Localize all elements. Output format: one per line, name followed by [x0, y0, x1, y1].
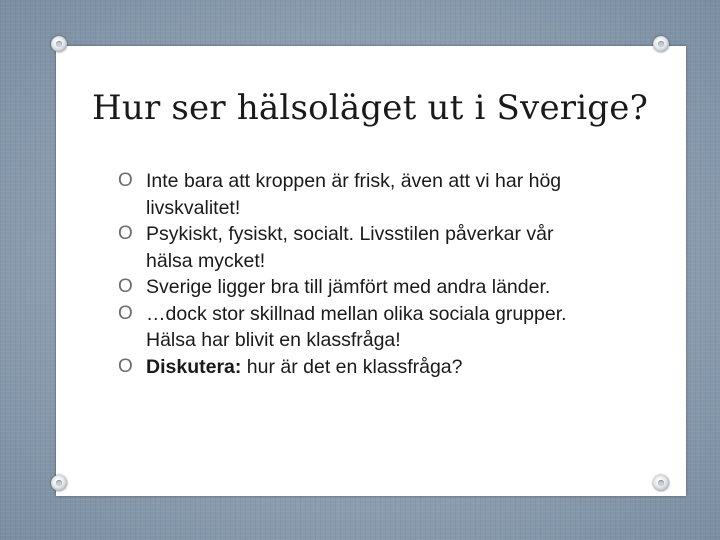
bullet-marker: O: [118, 355, 133, 377]
bullet-marker: O: [118, 223, 133, 244]
bullet-item: [118, 168, 588, 221]
bullet-text: Inte bara att kroppen är frisk, även att vi har hög livskvalitet!: [146, 170, 562, 219]
bullet-marker: O: [118, 276, 133, 297]
bullet-marker: O: [118, 302, 133, 324]
bullet-text: …dock stor skillnad mellan olika sociala grupper. Hälsa har blivit en klassfråga!: [146, 302, 567, 351]
bullet-emphasis: Diskutera:: [146, 355, 242, 378]
pushpin-icon-top-left: [51, 36, 67, 52]
bullet-item: [118, 221, 588, 274]
slide-title: Hur ser hälsoläget ut i Sverige?: [92, 88, 649, 128]
bullet-item: [118, 354, 588, 381]
pushpin-icon-bottom-right: [653, 475, 669, 491]
bullet-list: [118, 168, 588, 380]
bullet-item: [118, 274, 588, 301]
bullet-text: Psykiskt, fysiskt, socialt. Livsstilen påverkar vår hälsa mycket!: [146, 223, 554, 272]
bullet-text: Sverige ligger bra till jämfört med andra länder.: [146, 276, 551, 298]
bullet-item: [118, 301, 588, 354]
pushpin-icon-bottom-left: [51, 475, 67, 491]
bullet-marker: O: [118, 170, 133, 191]
bullet-text: hur är det en klassfråga?: [241, 355, 463, 378]
pushpin-icon-top-right: [653, 36, 669, 52]
